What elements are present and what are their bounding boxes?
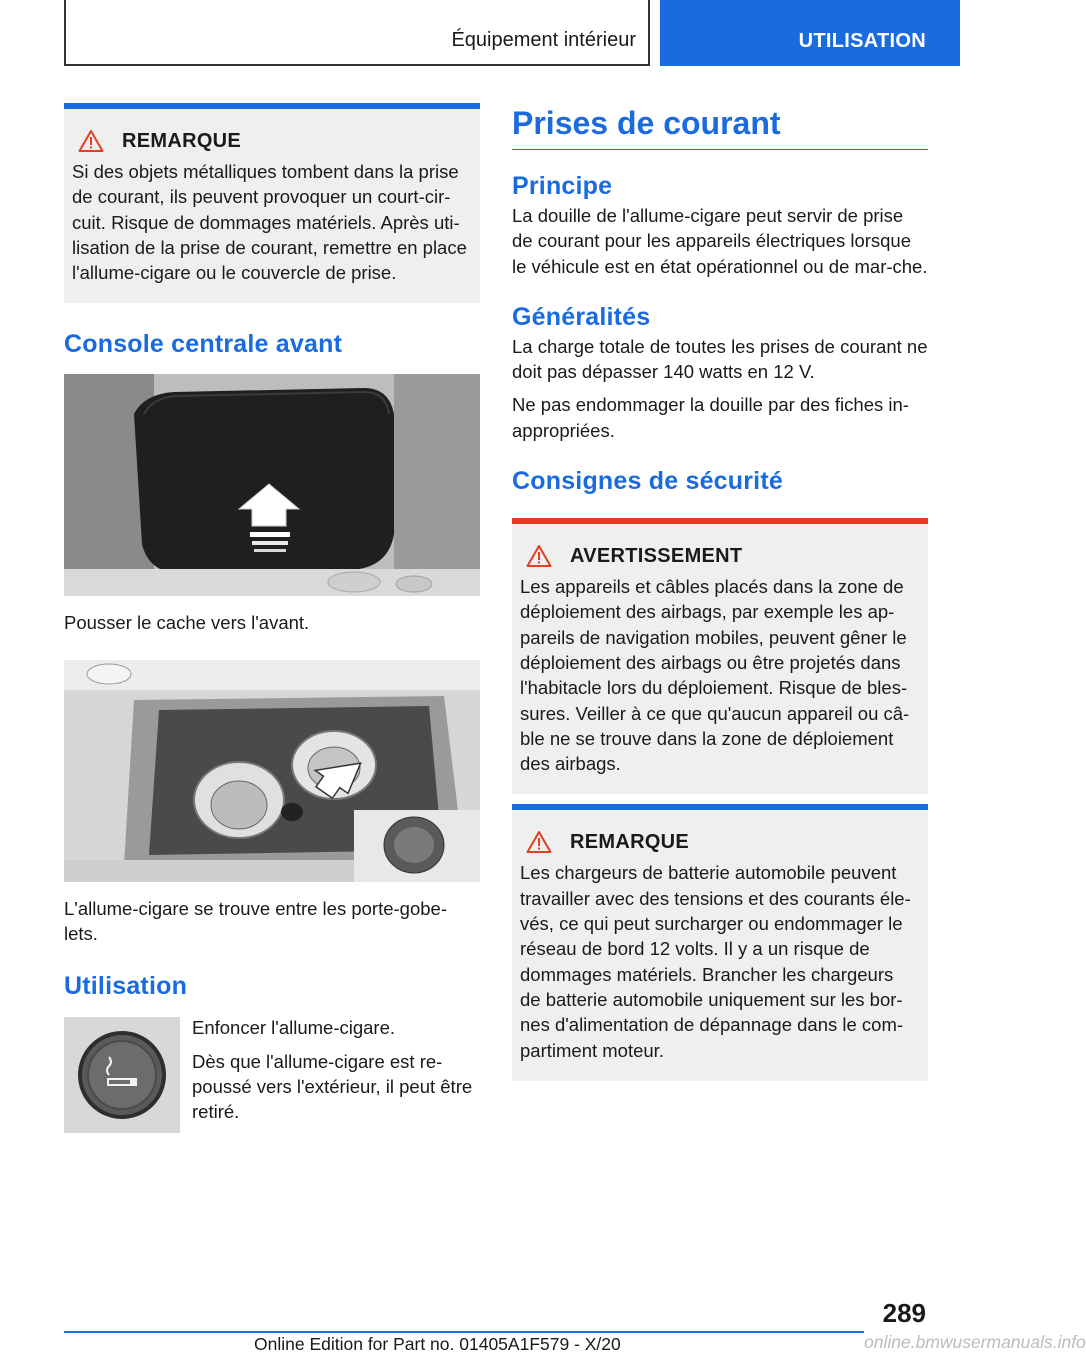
page-title: Prises de courant <box>512 103 928 150</box>
notice-title-2: REMARQUE <box>570 830 690 853</box>
warning-header <box>520 544 918 568</box>
caption-lighter-location: L'allume-cigare se trouve entre les porte-gobe-lets. <box>64 897 447 945</box>
header-chapter-tab <box>660 0 960 66</box>
notice-text-2: Les chargeurs de batterie automobile peuvent travailler avec des tensions et des courants éle-vés, ce qui peut surcharger ou endommager le réseau de bord 12 volts. Il y a un risque de dommages matériels. Brancher les chargeurs de batterie automobile uniquement sur les bor-nes d'alimentation de dépannage dans le com-partiment moteur. <box>520 862 911 1061</box>
principe-text: La douille de l'allume-cigare peut servir de prise de courant pour les appareils électriques lorsque le véhicule est en état opérationnel ou de mar-che. <box>512 205 928 277</box>
warning-triangle-icon <box>526 544 552 568</box>
generalites-heading: Généralités <box>512 302 651 331</box>
notice-text: Si des objets métalliques tombent dans la prise de courant, ils peuvent provoquer un court-cir-cuit. Risque de dommages matériels. Après uti-lisation de la prise de courant, remettre en place l'allume-cigare ou le couvercle de prise. <box>72 161 467 284</box>
lighter-button-image <box>64 1017 180 1133</box>
console-heading: Console centrale avant <box>64 330 343 359</box>
warning-triangle-icon <box>526 830 552 854</box>
utilisation-step1: Enfoncer l'allume-cigare. <box>192 1017 396 1039</box>
footer-watermark: online.bmwusermanuals.info <box>864 1332 1086 1352</box>
cigarette-lighter-location-photo <box>64 660 480 882</box>
notice-box <box>64 103 480 303</box>
header-chapter-title: UTILISATION <box>798 30 926 52</box>
warning-box <box>512 518 928 794</box>
notice-box-2 <box>512 804 928 1080</box>
left-column <box>64 103 480 1133</box>
header-section-title: Équipement intérieur <box>451 29 636 51</box>
utilisation-row <box>64 1015 480 1133</box>
console-cover-photo <box>64 374 480 596</box>
footer-divider <box>64 1331 864 1333</box>
notice-header <box>72 129 470 153</box>
page-number: 289 <box>882 1298 926 1328</box>
utilisation-step2: Dès que l'allume-cigare est re-poussé vers l'extérieur, il peut être retiré. <box>192 1050 473 1123</box>
warning-title: AVERTISSEMENT <box>570 544 743 567</box>
safety-heading: Consignes de sécurité <box>512 467 783 496</box>
generalites-text-2: Ne pas endommager la douille par des fiches in-appropriées. <box>512 394 909 441</box>
generalites-text-1: La charge totale de toutes les prises de courant ne doit pas dépasser 140 watts en 12 V. <box>512 335 928 383</box>
utilisation-heading: Utilisation <box>64 972 188 1001</box>
principe-heading: Principe <box>512 172 613 200</box>
right-column <box>512 103 928 1081</box>
warning-text: Les appareils et câbles placés dans la zone de déploiement des airbags, par exemple les ap-pareils de navigation mobiles, peuvent gêner le déploiement des airbags ou être projetés dans l'habitacle lors du déploiement. Risque de bles-sures. Veiller à ce que qu'aucun appareil ou câ-ble ne se trouve dans la zone de déploiement des airbags. <box>520 576 910 775</box>
utilisation-text <box>192 1015 480 1133</box>
notice-title: REMARQUE <box>122 129 242 152</box>
caption-push-cover: Pousser le cache vers l'avant. <box>64 612 310 634</box>
header-section-tab <box>64 0 650 66</box>
notice-header-2 <box>520 830 918 854</box>
footer-edition: Online Edition for Part no. 01405A1F579 - X/20 <box>254 1334 621 1354</box>
warning-triangle-icon <box>78 129 104 153</box>
